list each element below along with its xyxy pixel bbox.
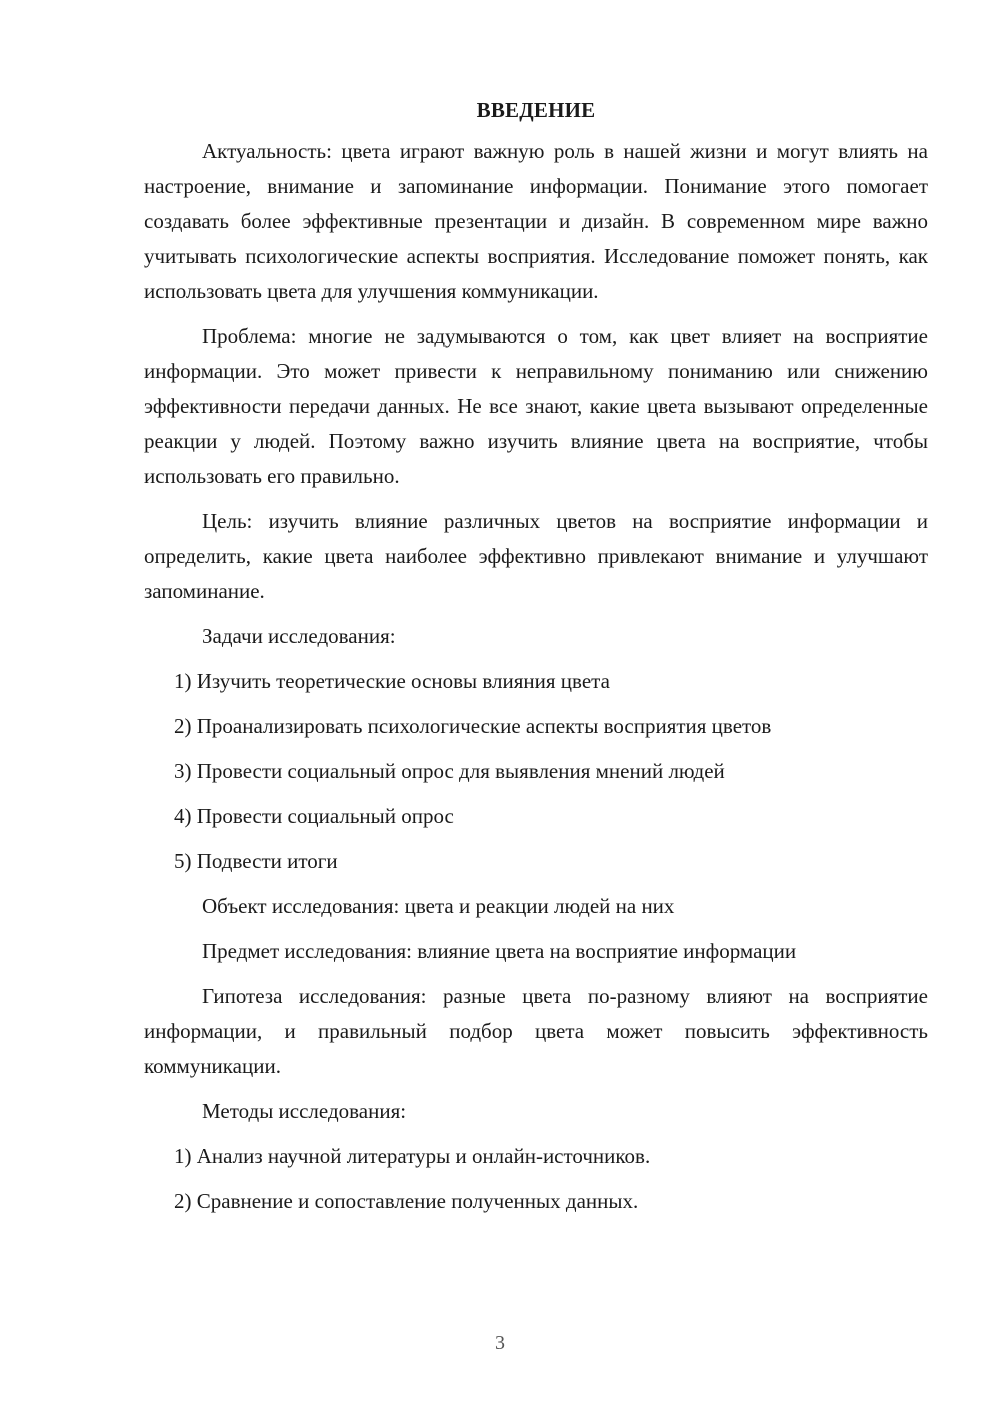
document-page <box>144 96 928 1229</box>
hypothesis-paragraph: Гипотеза исследования: разные цвета по-разному влияют на восприятие информации, и правильный подбор цвета может повысить эффективность коммуникации. <box>144 984 928 1078</box>
page-number: 3 <box>495 1332 505 1354</box>
relevance-paragraph: Актуальность: цвета играют важную роль в нашей жизни и могут влиять на настроение, внимание и запоминание информации. Понимание этого помогает создавать более эффективные презентации и дизайн. В современном мире важно учитывать психологические аспекты восприятия. Исследование поможет понять, как использовать цвета для улучшения коммуникации. <box>144 139 928 303</box>
task-item: 3) Провести социальный опрос для выявления мнений людей <box>174 759 725 783</box>
task-item: 4) Провести социальный опрос <box>174 804 454 828</box>
tasks-title: Задачи исследования: <box>202 624 396 648</box>
problem-paragraph: Проблема: многие не задумываются о том, как цвет влияет на восприятие информации. Это может привести к неправильному пониманию или снижению эффективности передачи данных. Не все знают, какие цвета вызывают определенные реакции у людей. Поэтому важно изучить влияние цвета на восприятие, чтобы использовать его правильно. <box>144 324 928 488</box>
task-item: 2) Проанализировать психологические аспекты восприятия цветов <box>174 714 772 738</box>
task-item: 1) Изучить теоретические основы влияния цвета <box>174 669 610 693</box>
method-item: 2) Сравнение и сопоставление полученных данных. <box>174 1189 639 1213</box>
section-heading: ВВЕДЕНИЕ <box>476 98 596 122</box>
goal-paragraph: Цель: изучить влияние различных цветов на восприятие информации и определить, какие цвета наиболее эффективно привлекают внимание и улучшают запоминание. <box>144 509 928 603</box>
methods-list <box>144 1139 928 1219</box>
methods-title: Методы исследования: <box>202 1099 407 1123</box>
task-item: 5) Подвести итоги <box>174 849 338 873</box>
research-object: Объект исследования: цвета и реакции людей на них <box>202 894 675 918</box>
tasks-list <box>144 664 928 879</box>
method-item: 1) Анализ научной литературы и онлайн-источников. <box>174 1144 651 1168</box>
research-subject: Предмет исследования: влияние цвета на восприятие информации <box>202 939 797 963</box>
